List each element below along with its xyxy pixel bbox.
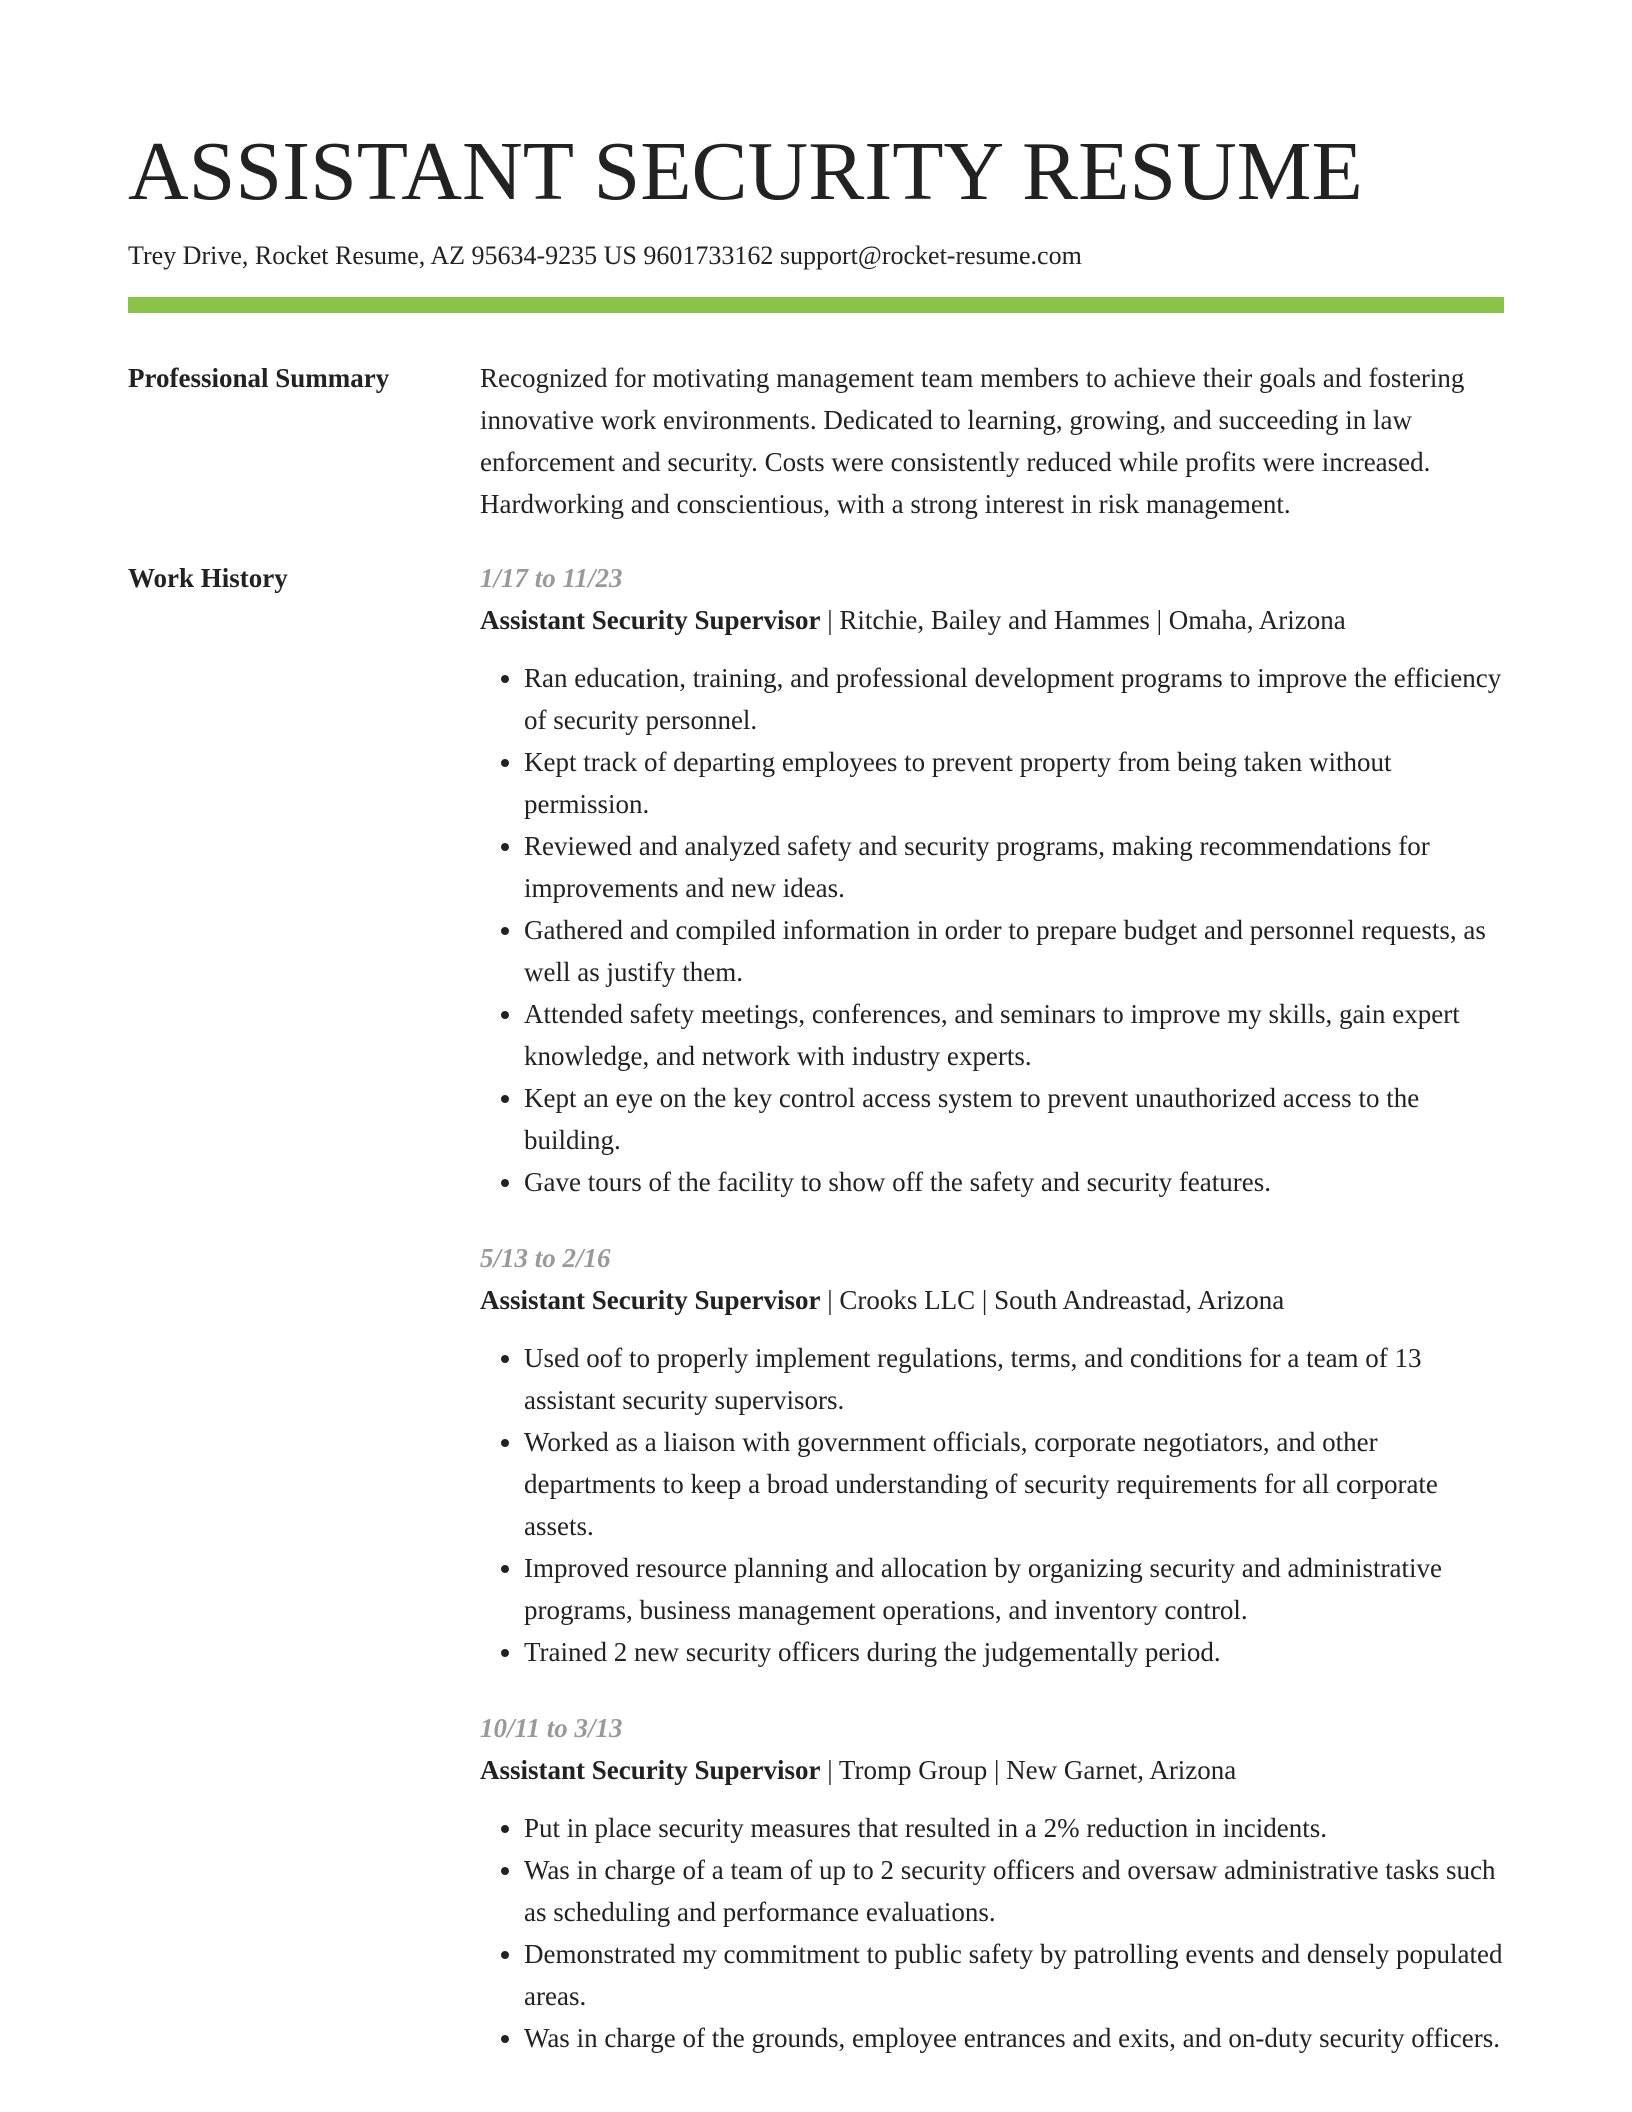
professional-summary-section (128, 357, 1504, 525)
job-heading (480, 1749, 1504, 1791)
job-company-location: | Crooks LLC | South Andreastad, Arizona (820, 1285, 1285, 1315)
job-heading (480, 1279, 1504, 1321)
summary-body (480, 357, 1504, 525)
job-bullet: • Was in charge of a team of up to 2 security officers and oversaw administrative tasks such as scheduling and performance evaluations. (524, 1849, 1504, 1933)
work-history-section (128, 557, 1504, 2093)
job-dates: 5/13 to 2/16 (480, 1243, 611, 1273)
job-title: Assistant Security Supervisor (480, 1285, 821, 1315)
job-company-location: | Ritchie, Bailey and Hammes | Omaha, Arizona (820, 605, 1346, 635)
summary-text: Recognized for motivating management team members to achieve their goals and fostering innovative work environments. Dedicated to learning, growing, and succeeding in law enforcement and security. Costs were consistently reduced while profits were increased. Hardworking and conscientious, with a strong interest in risk management. (480, 363, 1465, 519)
job-bullets (480, 657, 1504, 1203)
job-bullet: • Improved resource planning and allocation by organizing security and administrative programs, business management operations, and inventory control. (524, 1547, 1504, 1631)
job-bullet: • Used oof to properly implement regulations, terms, and conditions for a team of 13 assistant security supervisors. (524, 1337, 1504, 1421)
job-entry (480, 557, 1504, 1203)
header-divider (128, 297, 1504, 313)
job-bullet: • Ran education, training, and professional development programs to improve the efficiency of security personnel. (524, 657, 1504, 741)
resume-page (128, 118, 1504, 2093)
job-entry (480, 1707, 1504, 2059)
job-entry (480, 1237, 1504, 1673)
job-bullet: • Was in charge of the grounds, employee entrances and exits, and on-duty security officers. (524, 2017, 1504, 2059)
job-dates: 10/11 to 3/13 (480, 1713, 623, 1743)
job-dates: 1/17 to 11/23 (480, 563, 623, 593)
work-history-body (480, 557, 1504, 2093)
job-bullet: • Demonstrated my commitment to public safety by patrolling events and densely populated areas. (524, 1933, 1504, 2017)
job-title: Assistant Security Supervisor (480, 605, 821, 635)
job-title: Assistant Security Supervisor (480, 1755, 821, 1785)
resume-title: ASSISTANT SECURITY RESUME (128, 125, 1363, 218)
contact-line: Trey Drive, Rocket Resume, AZ 95634-9235 US 9601733162 support@rocket-resume.com (128, 241, 1082, 270)
section-label-work-history: Work History (128, 563, 288, 593)
job-bullet: • Gathered and compiled information in order to prepare budget and personnel requests, as well as justify them. (524, 909, 1504, 993)
job-bullet: • Kept an eye on the key control access system to prevent unauthorized access to the building. (524, 1077, 1504, 1161)
job-company-location: | Tromp Group | New Garnet, Arizona (820, 1755, 1237, 1785)
job-bullet: • Put in place security measures that resulted in a 2% reduction in incidents. (524, 1807, 1504, 1849)
job-bullet: • Attended safety meetings, conferences, and seminars to improve my skills, gain expert knowledge, and network with industry experts. (524, 993, 1504, 1077)
job-bullet: • Kept track of departing employees to prevent property from being taken without permission. (524, 741, 1504, 825)
job-bullet: • Reviewed and analyzed safety and security programs, making recommendations for improvements and new ideas. (524, 825, 1504, 909)
job-bullet: • Gave tours of the facility to show off the safety and security features. (524, 1161, 1504, 1203)
job-bullet: • Trained 2 new security officers during the judgementally period. (524, 1631, 1504, 1673)
job-bullets (480, 1337, 1504, 1673)
job-bullet: • Worked as a liaison with government officials, corporate negotiators, and other departments to keep a broad understanding of security requirements for all corporate assets. (524, 1421, 1504, 1547)
section-label-summary: Professional Summary (128, 363, 390, 393)
job-heading (480, 599, 1504, 641)
job-bullets (480, 1807, 1504, 2059)
